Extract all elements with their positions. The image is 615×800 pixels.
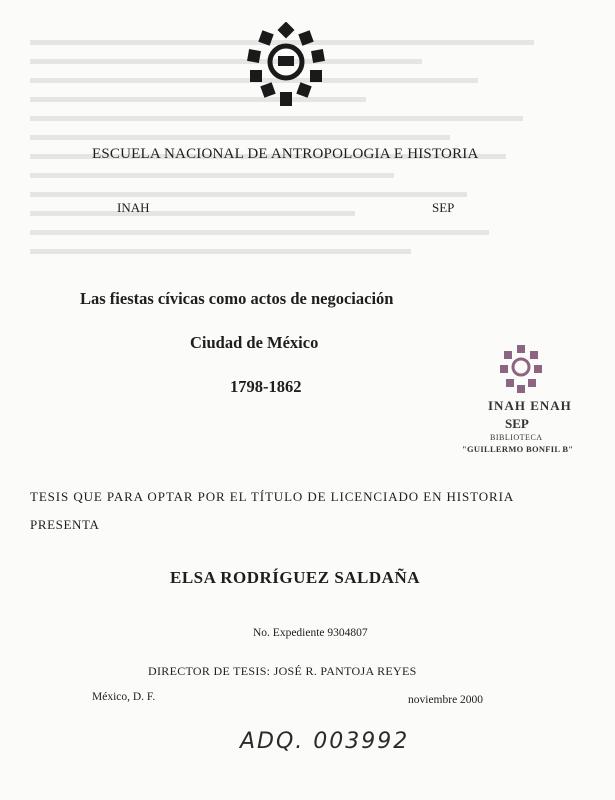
thesis-years: 1798-1862	[230, 377, 302, 396]
stamp-library-name: "GUILLERMO BONFIL B"	[462, 444, 574, 454]
stamp-inah-text: INAH ENAH	[488, 398, 572, 413]
school-name: ESCUELA NACIONAL DE ANTROPOLOGIA E HISTORIA	[92, 146, 479, 162]
thesis-purpose: TESIS QUE PARA OPTAR POR EL TÍTULO DE LICENCIADO EN HISTORIA	[30, 489, 515, 504]
stamp-library-text: BIBLIOTECA	[490, 433, 543, 442]
expediente-number: No. Expediente 9304807	[253, 627, 368, 639]
sep-label: SEP	[432, 200, 455, 215]
author-name: ELSA RODRÍGUEZ SALDAÑA	[170, 568, 420, 587]
stamp-sep-text: SEP	[505, 416, 529, 431]
date-label: noviembre 2000	[408, 694, 484, 706]
thesis-title: Las fiestas cívicas como actos de negociación	[80, 289, 394, 308]
thesis-subtitle: Ciudad de México	[190, 333, 319, 352]
thesis-director: DIRECTOR DE TESIS: JOSÉ R. PANTOJA REYES	[148, 664, 417, 678]
handwritten-acquisition-note: ADQ. 003992	[240, 729, 410, 754]
institution-logo-icon	[244, 22, 328, 108]
inah-label: INAH	[117, 200, 150, 215]
library-stamp-icon	[500, 345, 542, 393]
place-label: México, D. F.	[92, 691, 156, 703]
presenta-label: PRESENTA	[30, 517, 100, 532]
